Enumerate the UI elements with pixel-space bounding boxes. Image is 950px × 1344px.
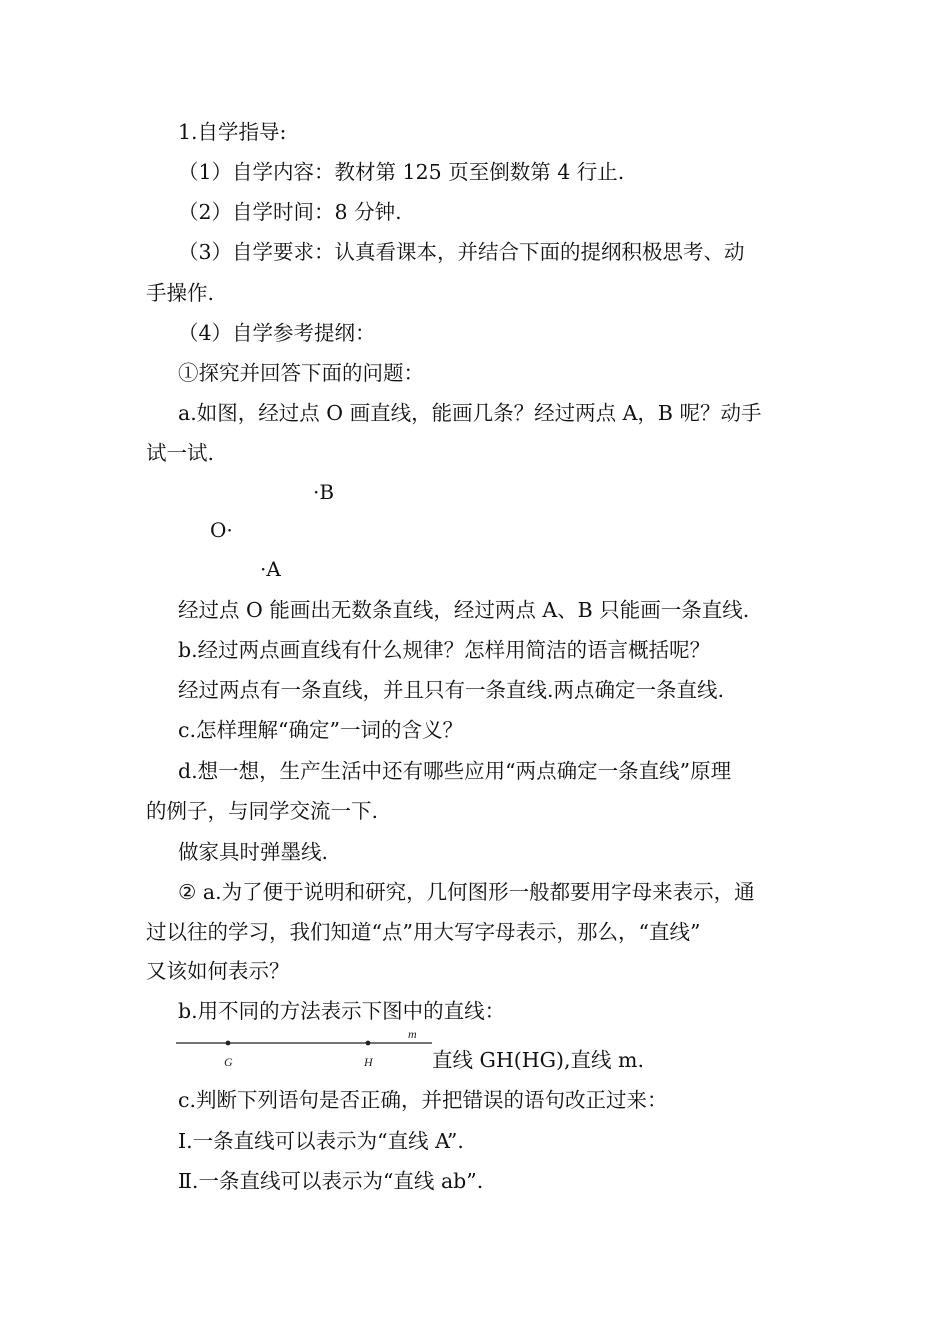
statement-2: Ⅱ.一条直线可以表示为“直线 ab”.: [178, 1169, 484, 1193]
self-study-requirement-line1: （3）自学要求：认真看课本，并结合下面的提纲积极思考、动: [178, 240, 745, 264]
question-c: c.怎样理解“确定”一词的含义？: [178, 718, 463, 742]
outline-heading: （4）自学参考提纲：: [178, 321, 376, 345]
point-a-label: ·A: [260, 557, 281, 581]
point-g: [226, 1041, 231, 1046]
section2-answer-b: 直线 GH(HG),直线 m.: [432, 1048, 645, 1072]
section2-question-a-line2: 过以往的学习，我们知道“点”用大写字母表示，那么，“直线”: [146, 920, 701, 944]
answer-a: 经过点 O 能画出无数条直线，经过两点 A、B 只能画一条直线.: [178, 598, 750, 622]
question-a-line1: a.如图，经过点 O 画直线，能画几条？经过两点 A，B 呢？动手: [178, 401, 762, 425]
label-m: m: [408, 1027, 417, 1041]
self-study-content: （1）自学内容：教材第 125 页至倒数第 4 行止.: [178, 160, 625, 184]
label-g: G: [224, 1055, 233, 1069]
self-study-time: （2）自学时间：8 分钟.: [178, 200, 402, 224]
answer-d: 做家具时弹墨线.: [178, 840, 329, 864]
question-a-line2: 试一试.: [146, 441, 215, 465]
point-b-label: ·B: [313, 480, 335, 504]
section2-question-b: b.用不同的方法表示下图中的直线：: [178, 999, 506, 1023]
self-study-requirement-line2: 手操作.: [146, 281, 215, 305]
guide-heading: 1.自学指导:: [178, 120, 287, 144]
line-gh-figure: [176, 1026, 432, 1072]
section2-question-a-line3: 又该如何表示？: [146, 959, 290, 983]
statement-1: Ⅰ.一条直线可以表示为“直线 A”.: [178, 1129, 464, 1153]
point-h: [366, 1041, 371, 1046]
question-b: b.经过两点画直线有什么规律？怎样用简洁的语言概括呢？: [178, 638, 711, 662]
point-o-label: O·: [210, 518, 233, 542]
label-h: H: [364, 1055, 373, 1069]
answer-b: 经过两点有一条直线，并且只有一条直线.两点确定一条直线.: [178, 678, 725, 702]
question-d-line1: d.想一想，生产生活中还有哪些应用“两点确定一条直线”原理: [178, 759, 732, 783]
section2-question-a-line1: ② a.为了便于说明和研究，几何图形一般都要用字母来表示，通: [178, 880, 755, 904]
section1-heading: ①探究并回答下面的问题：: [178, 361, 424, 385]
question-d-line2: 的例子，与同学交流一下.: [146, 799, 379, 823]
section2-question-c: c.判断下列语句是否正确，并把错误的语句改正过来：: [178, 1088, 668, 1112]
